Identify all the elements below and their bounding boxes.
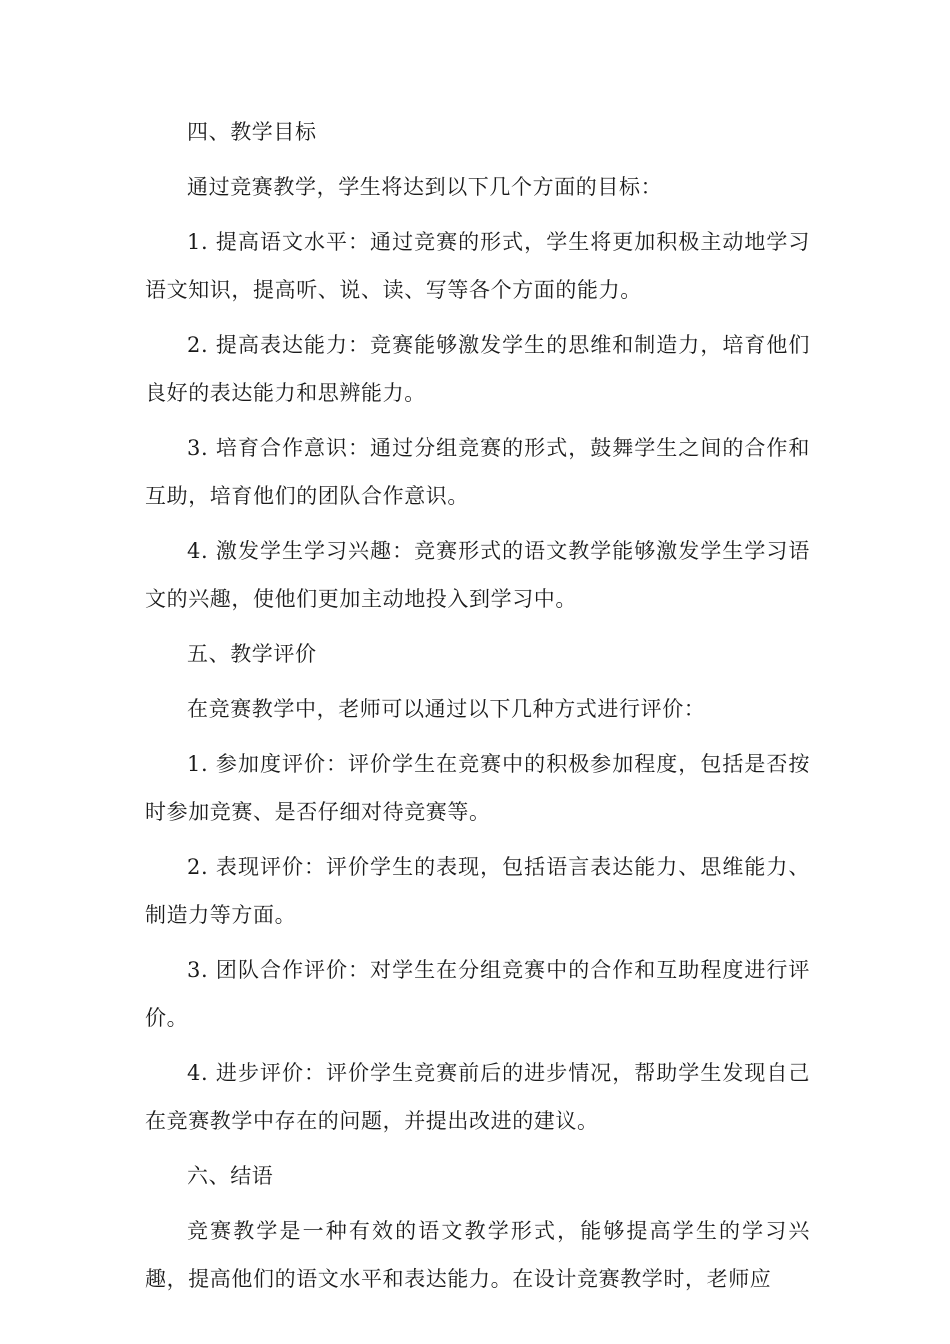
goals-intro: 通过竞赛教学，学生将达到以下几个方面的目标： [187,175,663,199]
goals-item-1: 1. 提高语文水平：通过竞赛的形式，学生将更加积极主动地学习语文知识，提高听、说、读、写等各个方面的能力。 [145,230,810,302]
evaluation-item-3: 3. 团队合作评价：对学生在分组竞赛中的合作和互助程度进行评价。 [145,958,810,1030]
conclusion-paragraph: 竞赛教学是一种有效的语文教学形式，能够提高学生的学习兴趣，提高他们的语文水平和表达能力。在设计竞赛教学时，老师应 [145,1219,810,1291]
evaluation-intro: 在竞赛教学中，老师可以通过以下几种方式进行评价： [187,697,706,721]
goals-item-2: 2. 提高表达能力：竞赛能够激发学生的思维和制造力，培育他们良好的表达能力和思辨能力。 [145,333,810,405]
goals-item-3: 3. 培育合作意识：通过分组竞赛的形式，鼓舞学生之间的合作和互助，培育他们的团队合作意识。 [145,436,810,508]
section-heading-goals: 四、教学目标 [187,120,317,144]
document-body [145,108,810,1303]
evaluation-item-4: 4. 进步评价：评价学生竞赛前后的进步情况，帮助学生发现自己在竞赛教学中存在的问题，并提出改进的建议。 [145,1061,810,1133]
section-heading-evaluation: 五、教学评价 [187,642,317,666]
evaluation-item-2: 2. 表现评价：评价学生的表现，包括语言表达能力、思维能力、制造力等方面。 [145,855,810,927]
goals-item-4: 4. 激发学生学习兴趣：竞赛形式的语文教学能够激发学生学习语文的兴趣，使他们更加主动地投入到学习中。 [145,539,810,611]
evaluation-item-1: 1. 参加度评价：评价学生在竞赛中的积极参加程度，包括是否按时参加竞赛、是否仔细对待竞赛等。 [145,752,810,824]
section-heading-conclusion: 六、结语 [187,1164,274,1188]
